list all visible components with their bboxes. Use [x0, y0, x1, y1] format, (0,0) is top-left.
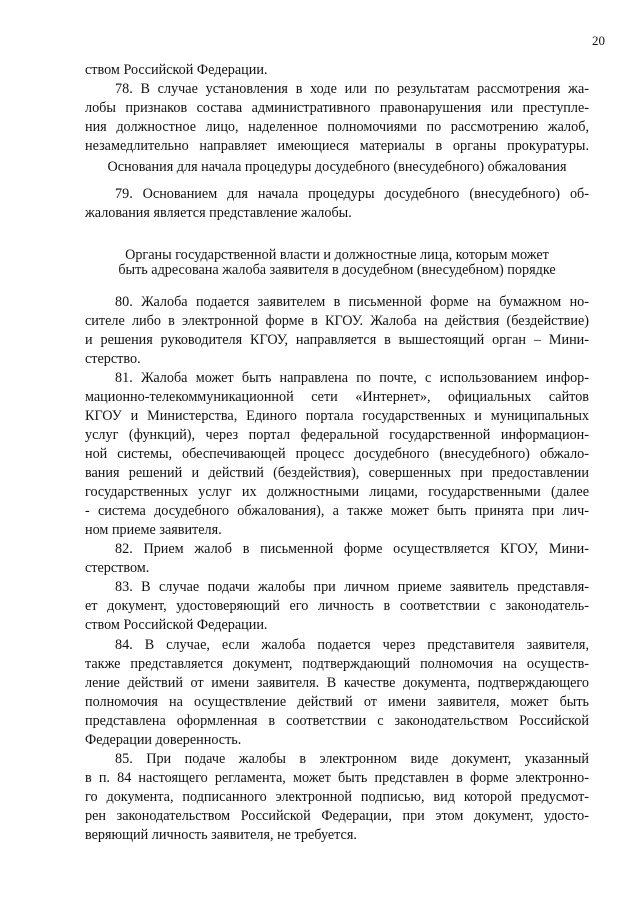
text-line: - система досудебного обжалования), а также может быть принята при лич- — [85, 503, 589, 519]
section-heading: быть адресована жалоба заявителя в досудебном (внесудебном) порядке — [118, 262, 556, 278]
text-line: ление действий от имени заявителя. В качестве документа, подтверждающего — [85, 675, 589, 691]
text-line: стерство. — [85, 351, 141, 367]
text-line: 82. Прием жалоб в письменной форме осуществляется КГОУ, Мини- — [115, 541, 589, 557]
text-line: 79. Основанием для начала процедуры досудебного (внесудебного) об- — [115, 186, 589, 202]
section-heading: Органы государственной власти и должностные лица, которым может — [125, 247, 549, 263]
text-line: стерством. — [85, 560, 150, 576]
text-line: ством Российской Федерации. — [85, 617, 268, 633]
section-heading: Основания для начала процедуры досудебного (внесудебного) обжалования — [107, 159, 567, 175]
page-number: 20 — [592, 33, 605, 48]
text-line: представлена оформленная в соответствии с законодательством Российской — [85, 713, 589, 729]
text-line: также представляется документ, подтверждающий полномочия на осуществ- — [85, 656, 589, 672]
text-line: 80. Жалоба подается заявителем в письменной форме на бумажном но- — [115, 294, 589, 310]
text-line: незамедлительно направляет имеющиеся материалы в органы прокуратуры. — [85, 138, 589, 154]
text-line: услуг (функций), через портал федеральной государственной информацион- — [85, 427, 589, 443]
text-line: веряющий личность заявителя, не требуется. — [85, 827, 357, 843]
text-line: го документа, подписанного электронной подписью, вид которой предусмот- — [85, 789, 589, 805]
text-line: ной системы, обеспечивающей процесс досудебного (внесудебного) обжало- — [85, 446, 589, 462]
text-line: государственных услуг их должностными лицами, государственными (далее — [85, 484, 589, 500]
text-line: сителе либо в электронной форме в КГОУ. Жалоба на действия (бездействие) — [85, 313, 589, 329]
text-line: и решения руководителя КГОУ, направляется в вышестоящий орган – Мини- — [85, 332, 589, 348]
text-line: жалования является представление жалобы. — [85, 205, 352, 221]
text-line: полномочия на осуществление действий от имени заявителя, может быть — [85, 694, 589, 710]
text-line: ет документ, удостоверяющий его личность в соответствии с законодатель- — [85, 598, 589, 614]
text-line: 84. В случае, если жалоба подается через представителя заявителя, — [115, 637, 589, 653]
text-line: рен законодательством Российской Федерации, при этом документ, удосто- — [85, 808, 589, 824]
text-line: 78. В случае установления в ходе или по результатам рассмотрения жа- — [115, 81, 589, 97]
text-line: ством Российской Федерации. — [85, 62, 268, 78]
text-line: КГОУ и Министерства, Единого портала государственных и муниципальных — [85, 408, 589, 424]
text-line: ния должностное лицо, наделенное полномочиями по рассмотрению жалоб, — [85, 119, 589, 135]
text-line: в п. 84 настоящего регламента, может быть представлен в форме электронно- — [85, 770, 589, 786]
text-line: мационно-телекоммуникационной сети «Интернет», официальных сайтов — [85, 389, 589, 405]
text-line: 85. При подаче жалобы в электронном виде документ, указанный — [115, 751, 589, 767]
text-line: вания решений и действий (бездействия), совершенных при предоставлении — [85, 465, 589, 481]
text-line: Федерации доверенность. — [85, 732, 242, 748]
text-line: лобы признаков состава административного правонарушения или преступле- — [85, 100, 589, 116]
text-line: ном приеме заявителя. — [85, 522, 222, 538]
text-line: 81. Жалоба может быть направлена по почте, с использованием инфор- — [115, 370, 589, 386]
text-line: 83. В случае подачи жалобы при личном приеме заявитель представля- — [115, 579, 589, 595]
